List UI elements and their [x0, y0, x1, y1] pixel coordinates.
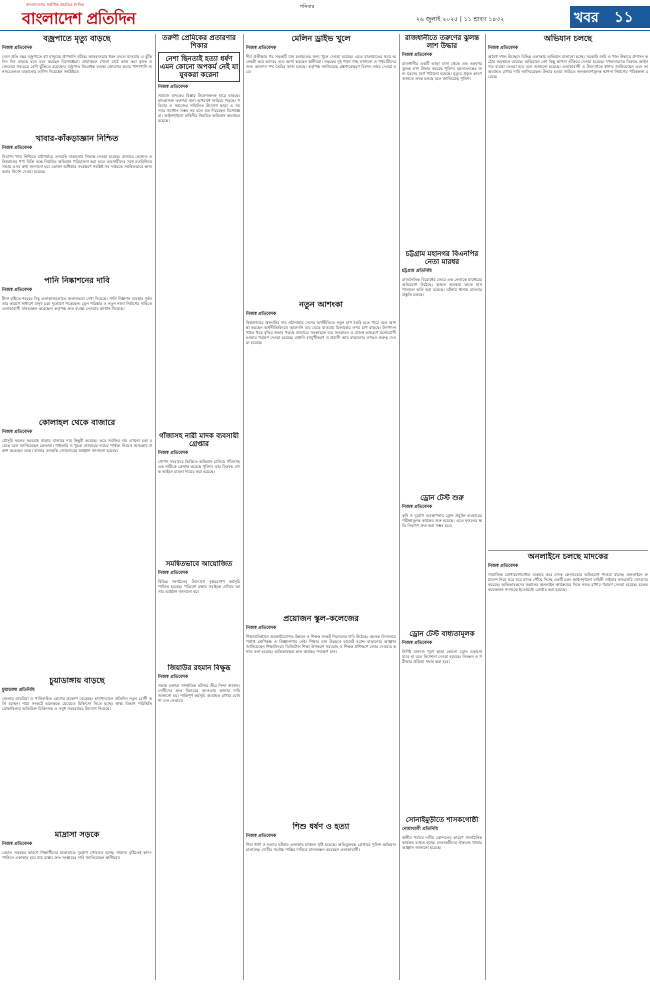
article-body: জেলায় ডায়রিয়া ও পানিবাহিত রোগের প্রকোপ বেড়েছে। হাসপাতালে প্রতিদিন নতুন রোগী ভর্তি হচ্ছেন। শয্যা সংকটে অনেককে মেঝেতে চিকিৎসা নিতে হচ্ছে। স্বাস্থ্য বিভাগ পরিস্থিতি মোকাবিলায় অতিরিক্ত চিকিৎসক ও ওষুধ সরবরাহের উদ্যোগ নিয়েছে।	[2, 696, 152, 712]
byline: নিজস্ব প্রতিবেদক	[246, 46, 277, 52]
article-chuadanga	[2, 676, 152, 826]
article-body: বেহাল সড়কের কারণে শিক্ষার্থীদের যাতায়াতে দুর্ভোগ পোহাতে হচ্ছে। সামান্য বৃষ্টিতেই কাদা-পানিতে একাকার হয়ে যায় রাস্তা। দ্রুত সংস্কারের দাবি জানিয়েছেন স্থানীয়রা।	[2, 850, 152, 861]
article-youth-crime	[158, 52, 240, 382]
article-body: টানা বৃষ্টিতে শহরের নিচু এলাকাগুলোতে জলাবদ্ধতা দেখা দিয়েছে। পানি নিষ্কাশন ব্যবস্থার দুর্বলতার কারণে সাধারণ মানুষ চরম দুর্ভোগে পড়েছেন। ড্রেন পরিষ্কার ও নতুন নালা নির্মাণের দাবিতে এলাকাবাসী মানববন্ধন করেছেন। কর্তৃপক্ষ দ্রুত ব্যবস্থা নেওয়ার আশ্বাস দিয়েছে।	[2, 296, 152, 312]
section-divider	[488, 550, 648, 551]
headline: ড্রোন টেস্ট বাধ্যতামূলক	[409, 630, 475, 638]
article-body: সমাজে মাদকের বিস্তার উদ্বেগজনক হারে বাড়ছে। মাদকাসক্ত তরুণরা নানা অপরাধে জড়িয়ে পড়ছে। পরিবার ও সমাজের সম্মিলিত উদ্যোগ ছাড়া এ সমস্যার সমাধান সম্ভব নয় বলে মত দিয়েছেন বিশেষজ্ঞরা। আইনশৃঙ্খলা বাহিনীর নিয়মিত অভিযান অব্যাহত রয়েছে।	[158, 93, 240, 124]
headline: সোনাইমুড়ীতে শাসকগোষ্ঠী	[405, 816, 479, 824]
brand-logo: বাংলাদেশ প্রতিদিন	[22, 9, 136, 28]
byline: নিজস্ব প্রতিবেদক	[246, 312, 277, 318]
headline: কোলাহল থেকে বাজারে	[38, 418, 116, 427]
article-fraud	[158, 34, 240, 50]
article-online-drugs	[488, 552, 648, 980]
article-marine-drive	[246, 34, 396, 296]
byline: নিজস্ব প্রতিবেদক	[158, 85, 189, 91]
article-protest	[158, 664, 240, 914]
headline: খাবার-কাঁকড়াজ্ঞান নিশ্চিত	[35, 134, 119, 143]
byline: নিজস্ব প্রতিবেদক	[158, 571, 189, 577]
headline: মাদ্রাসা সড়কে	[54, 830, 100, 839]
headline: অনলাইনে চলছে মাদকের	[527, 552, 609, 561]
byline: নিজস্ব প্রতিবেদক	[488, 46, 519, 52]
byline: চট্টগ্রাম প্রতিনিধি	[402, 269, 432, 275]
byline: নিজস্ব প্রতিবেদক	[2, 842, 33, 848]
article-body: নিরাপদ খাদ্য নিশ্চিতে মাঠপর্যায়ে তদারকি বাড়ানোর সিদ্ধান্ত নেওয়া হয়েছে। বাজারে ভেজাল ও নিম্নমানের পণ্য বিক্রি বন্ধে নিয়মিত অভিযান পরিচালনা করা হবে। ব্যবসায়ীদের সঙ্গে মতবিনিময় সভায় এসব কথা জানানো হয়। ভোক্তা অধিকার সংরক্ষণে সংশ্লিষ্ট সব দপ্তরকে সমন্বিতভাবে কাজ করার নির্দেশ দেওয়া হয়েছে।	[2, 154, 152, 175]
headline: প্রয়োজন স্কুল-কলেজের	[283, 614, 359, 623]
byline: নিজস্ব প্রতিবেদক	[402, 505, 433, 511]
article-chattogram-bnp	[402, 250, 482, 490]
headline: শিশু ধর্ষণ ও হত্যা	[292, 822, 350, 831]
article-hanging-body	[402, 34, 482, 244]
headline: জিয়াউর রহমান বিক্ষুব্ধ	[167, 664, 231, 672]
article-sonaimuri	[402, 816, 482, 980]
byline: নিজস্ব প্রতিবেদক	[158, 451, 189, 457]
article-body: স্থানীয় পর্যায়ে দলীয় কোন্দলের কারণে সাংগঠনিক কার্যক্রম ব্যাহত হচ্ছে। নেতাকর্মীদের ঐক্যবদ্ধ থাকার আহ্বান জানানো হয়েছে।	[402, 835, 482, 851]
article-operation	[488, 34, 648, 544]
article-body: দেশে প্রতি বছর বজ্রপাতে বহু মানুষের প্রাণহানি ঘটছে। আবহাওয়ার ধরন বদলে যাওয়ায় এ ঝুঁকি দিন দিন বাড়ছে বলে মনে করছেন বিশেষজ্ঞরা। গ্রামাঞ্চলে খোলা মাঠে কাজ করা কৃষক ও জেলেরা সবচেয়ে বেশি ঝুঁকিতে রয়েছেন। বজ্রপাত নিরোধক ব্যবস্থা জোরদার করার পাশাপাশি জনসচেতনতা বাড়ানোর তাগিদ দিয়েছেন সংশ্লিষ্টরা।	[2, 54, 152, 75]
byline: নিজস্ব প্রতিবেদক	[2, 146, 33, 152]
article-body: বিভিন্ন সংগঠনের উদ্যোগে বৃক্ষরোপণ কর্মসূচি পালিত হয়েছে। পরিবেশ রক্ষায় সবাইকে এগিয়ে আসার আহ্বান জানানো হয়।	[158, 579, 240, 595]
headline: সমন্বিতভাবে আয়োজিত	[165, 560, 233, 568]
article-food	[2, 134, 152, 272]
byline: নিজস্ব প্রতিবেদক	[158, 675, 189, 681]
article-body: সামাজিক যোগাযোগমাধ্যম ব্যবহার করে মাদক কেনাবেচার অভিযোগ পাওয়া যাচ্ছে। অনলাইনে ক্রয়াদেশ নিয়ে ঘরে ঘরে মাদক পৌঁছে দিচ্ছে একটি চক্র। আইনশৃঙ্খলা বাহিনী সাইবার নজরদারি জোরদার করেছে। অভিভাবকদের সন্তানের অনলাইন কার্যক্রমের দিকে নজর রাখার পরামর্শ দেওয়া হয়েছে। চক্রের কয়েকজন সদস্যকে ইতোমধ্যে গ্রেপ্তার করা হয়েছে।	[488, 572, 648, 593]
article-body: নির্দিষ্ট মানদণ্ড পূরণ ছাড়া কোনো ড্রোন ওড়ানো যাবে না বলে নির্দেশনা দেওয়া হয়েছে। নিবন্ধন ও পরীক্ষার প্রক্রিয়া সহজ করা হবে।	[402, 649, 482, 665]
dateline: ২৬ জুলাই ২০২৫ | ১১ শ্রাবণ ১৪৩২	[416, 16, 505, 23]
masthead	[0, 0, 650, 32]
article-body: বিশ্ববাজারে জ্বালানির দাম ওঠানামায় দেশের অর্থনীতিতে নতুন চাপ তৈরি হতে পারে বলে আশঙ্কা করছেন অর্থনীতিবিদরা। আমদানি ব্যয় বেড়ে যাওয়ায় রিজার্ভের ওপর চাপ বাড়ছে। উৎপাদন খাতে খরচ বৃদ্ধির প্রভাব পড়ছে বাজারে। সরকারকে ব্যয় সংকোচন ও রাজস্ব আহরণে মনোযোগী হওয়ার পরামর্শ দেওয়া হয়েছে। রপ্তানি বহুমুখীকরণ ও প্রবাসী আয় বাড়ানোর ওপরও গুরুত্ব দেওয়া হয়েছে।	[246, 320, 396, 346]
article-body: মৌসুমি ফলের সরবরাহ বাড়ায় বাজারে দাম কিছুটা কমেছে। তবে সবজির দাম এখনো চড়া রয়েছে বলে জানিয়েছেন ক্রেতারা। পাইকারি ও খুচরা বাজারের দামের পার্থক্য নিয়েও অসন্তোষ প্রকাশ করেছেন তারা। বাজার তদারকি জোরদারের আহ্বান জানানো হয়েছে।	[2, 438, 152, 454]
article-market	[2, 418, 152, 674]
headline: গাঁজাসহ নারী মাদক ব্যবসায়ী গ্রেপ্তার	[159, 432, 239, 449]
article-drainage	[2, 276, 152, 416]
article-drone-mandatory	[402, 630, 482, 770]
page-number: ১১	[614, 8, 634, 26]
headline: চট্টগ্রাম মহানগর বিএনপির নেতা মারধর	[405, 250, 479, 267]
article-coordinated	[158, 560, 240, 656]
article-body: সভায় বক্তারা সাম্প্রতিক ঘটনার তীব্র নিন্দা জানান। দোষীদের দ্রুত বিচারের আওতায় আনার দাবি জানানো হয়। শান্তিপূর্ণ কর্মসূচি অব্যাহত রাখার ঘোষণা দেন নেতারা।	[158, 683, 240, 704]
byline: নিজস্ব প্রতিবেদক	[402, 53, 433, 59]
article-body: দীর্ঘ প্রতীক্ষার পর সড়কটি যান চলাচলের জন্য খুলে দেওয়া হয়েছে। এতে যাতায়াতের সময় অনেকটা কমে আসবে বলে আশা করছেন স্থানীয়রা। সড়কের দুই পাশে গাছ লাগানো ও পথচারীদের জন্য আলাদা পথ তৈরির কাজ চলছে। কর্তৃপক্ষ জানিয়েছে রক্ষণাবেক্ষণে বিশেষ নজর দেওয়া হবে।	[246, 54, 396, 75]
headline: নতুন আশংকা	[299, 300, 343, 309]
byline: নিজস্ব প্রতিবেদক	[402, 641, 433, 647]
article-body: শিক্ষাপ্রতিষ্ঠানে অবকাঠামোগত উন্নয়ন ও শিক্ষক সংকট নিরসনের দাবি উঠেছে। অনেক বিদ্যালয়ে পর্যাপ্ত শ্রেণিকক্ষ ও বিজ্ঞানাগার নেই। শিক্ষার মান উন্নয়নে বাজেট বরাদ্দ বাড়ানোর আহ্বান জানিয়েছেন শিক্ষাবিদরা। ডিজিটাল শিক্ষা উপকরণ সরবরাহ ও শিক্ষক প্রশিক্ষণে জোর দেওয়ার কথাও বলা হয়েছে। অভিভাবকরা দ্রুত কার্যকর পদক্ষেপ চান।	[246, 634, 396, 655]
headline: রাজধানীতে তরুণের ঝুলন্ত লাশ উদ্ধার	[404, 34, 480, 51]
column-divider	[243, 34, 244, 980]
headline: মেলিন ড্রাইভ খুলে	[291, 34, 351, 43]
headline: ড্রোন টেস্ট শুরু	[420, 494, 464, 502]
byline: নিজস্ব প্রতিবেদক	[488, 564, 519, 570]
byline: নোয়াখালী প্রতিনিধি	[402, 827, 439, 833]
article-lightning	[2, 34, 152, 132]
article-body: রাজনৈতিক বিরোধের জেরে এক নেতাকে মারধরের অভিযোগ উঠেছে। আহত অবস্থায় তাকে হাসপাতালে ভর্তি করা হয়েছে। ঘটনায় থানায় মামলার প্রস্তুতি চলছে।	[402, 277, 482, 298]
byline: নিজস্ব প্রতিবেদক	[2, 430, 33, 436]
masthead-rule	[0, 30, 650, 31]
column-divider	[485, 34, 486, 980]
headline: তরুণী প্রেমিকের প্রতারণার শিকার	[162, 34, 236, 50]
weekday: শনিবার	[300, 4, 315, 10]
byline: নিজস্ব প্রতিবেদক	[2, 46, 33, 52]
byline: চুয়াডাঙ্গা প্রতিনিধি	[2, 688, 35, 694]
byline: নিজস্ব প্রতিবেদক	[2, 288, 33, 294]
article-body: কৃষি ও দুর্যোগ ব্যবস্থাপনায় ড্রোন প্রযুক্তি ব্যবহারের পরীক্ষামূলক কার্যক্রম শুরু হয়েছে। এতে ফসলের ক্ষতি নিরূপণ দ্রুত করা সম্ভব হবে।	[402, 513, 482, 529]
article-body: শিশু ধর্ষণ ও হত্যার ঘটনায় এলাকায় চাঞ্চল্য সৃষ্টি হয়েছে। অভিযুক্তকে গ্রেপ্তারে পুলিশ অভিযান চালাচ্ছে। দোষীর সর্বোচ্চ শাস্তির দাবিতে মানববন্ধন করেছেন এলাকাবাসী।	[246, 842, 396, 853]
headline: বজ্রপাতে মৃত্যু বাড়ছে	[43, 34, 111, 43]
article-body: গোপন সংবাদের ভিত্তিতে অভিযান চালিয়ে গাঁজাসহ এক নারীকে গ্রেপ্তার করেছে পুলিশ। তার বিরুদ্ধে মাদক আইনে মামলা দায়ের করা হয়েছে।	[158, 459, 240, 475]
column-divider	[155, 34, 156, 980]
article-ganja-arrest	[158, 432, 240, 562]
headline: অভিযান চলছে	[543, 34, 592, 43]
article-madrasa-road	[2, 830, 152, 980]
article-drone-test	[402, 494, 482, 624]
section-badge	[570, 6, 650, 28]
byline: নিজস্ব প্রতিবেদক	[246, 626, 277, 632]
headline: নেশা ছিনতাই হত্যা ধর্ষণ এমন কোনো অপকর্ম নেই যা যুবকরা করেনা	[158, 52, 240, 82]
brand-tagline: বাংলাদেশের সর্বাধিক প্রচারিত দৈনিক	[26, 2, 84, 7]
headline: চুয়াডাঙ্গায় বাড়ছে	[49, 676, 105, 685]
article-child-crime	[246, 822, 396, 980]
article-schools	[246, 614, 396, 854]
byline: নিজস্ব প্রতিবেদক	[246, 834, 277, 840]
article-body: অবৈধ দখল উচ্ছেদে বিভিন্ন এলাকায় অভিযান চালানো হচ্ছে। সরকারি জমি ও খাল উদ্ধারে প্রশাসন কঠোর অবস্থানে রয়েছে। অভিযানে বেশ কিছু স্থাপনা গুঁড়িয়ে দেওয়া হয়েছে। দখলদারদের বিরুদ্ধে আইনগত ব্যবস্থা নেওয়া হবে বলে জানানো হয়েছে। এলাকাবাসী এ উদ্যোগকে স্বাগত জানিয়েছেন এবং তা অব্যাহত রাখার দাবি জানিয়েছেন। উদ্ধার হওয়া জমিতে জনকল্যাণমূলক স্থাপনা নির্মাণের পরিকল্পনা রয়েছে।	[488, 54, 648, 80]
article-body: রাজধানীর একটি ভাড়া বাসা থেকে এক তরুণের ঝুলন্ত লাশ উদ্ধার করেছে পুলিশ। ময়নাতদন্তের জন্য মরদেহ মর্গে পাঠানো হয়েছে। মৃত্যুর প্রকৃত কারণ জানতে তদন্ত চলছে বলে জানিয়েছে পুলিশ।	[402, 61, 482, 82]
headline: পানি নিষ্কাশনের দাবি	[44, 276, 110, 285]
section-name: খবর	[574, 10, 599, 26]
column-divider	[399, 34, 400, 980]
